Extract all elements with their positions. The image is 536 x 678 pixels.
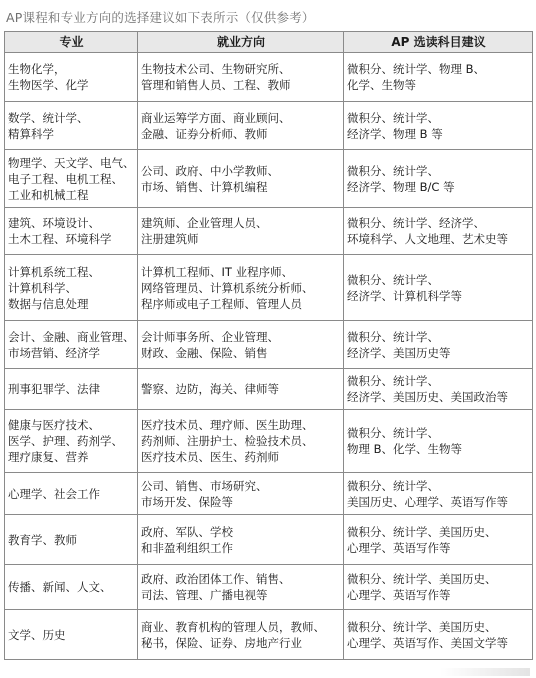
cell-text-line: 计算机科学、 bbox=[8, 280, 77, 295]
header-courses: AP 选读科目建议 bbox=[344, 32, 533, 53]
cell-text-line: 生物技术公司、生物研究所、 bbox=[141, 62, 291, 76]
cell-text-line: 经济学、美国历史、美国政治等 bbox=[347, 390, 508, 404]
cell-text-line: 微积分、统计学、美国历史、 bbox=[347, 619, 497, 634]
cell-text-line: 心理学、英语写作等 bbox=[347, 540, 451, 555]
table-row bbox=[5, 369, 533, 410]
table-row bbox=[5, 208, 533, 255]
cell-text-line: 微积分、统计学、经济学、 bbox=[347, 216, 485, 230]
cell-text-line: 司法、管理、广播电视等 bbox=[141, 588, 268, 602]
cell-text-line: 经济学、美国历史等 bbox=[347, 345, 451, 360]
cell-text-line: 电子工程、电机工程、 bbox=[8, 171, 123, 186]
major-cell bbox=[5, 321, 138, 369]
cell-text-line: 经济学、物理 B 等 bbox=[347, 126, 443, 141]
courses-cell bbox=[344, 473, 533, 515]
career-cell bbox=[138, 321, 344, 369]
table-row bbox=[5, 410, 533, 473]
cell-text-line: 微积分、统计学、 bbox=[347, 374, 439, 388]
watermark-fade bbox=[440, 668, 530, 676]
cell-text-line: 生物医学、化学 bbox=[8, 78, 89, 92]
career-cell bbox=[138, 565, 344, 610]
cell-text-line: 市场开发、保险等 bbox=[141, 494, 233, 509]
cell-text-line: 微积分、统计学、物理 B、 bbox=[347, 62, 486, 76]
cell-text-line: 政府、军队、学校 bbox=[141, 524, 233, 539]
courses-cell bbox=[344, 410, 533, 473]
cell-text-line: 注册建筑师 bbox=[141, 232, 199, 246]
courses-cell bbox=[344, 53, 533, 102]
major-cell bbox=[5, 150, 138, 208]
cell-text-line: 市场营销、经济学 bbox=[8, 345, 100, 360]
cell-text-line: 网络管理员、计算机系统分析师、 bbox=[141, 280, 314, 295]
cell-text-line: 美国历史、心理学、英语写作等 bbox=[347, 494, 508, 509]
major-cell bbox=[5, 565, 138, 610]
cell-text-line: 政府、政治团体工作、销售、 bbox=[141, 572, 291, 586]
cell-text-line: 微积分、统计学、 bbox=[347, 478, 439, 493]
table-row bbox=[5, 53, 533, 102]
courses-cell bbox=[344, 102, 533, 150]
cell-text-line: 精算科学 bbox=[8, 126, 54, 141]
cell-text-line: 商业运筹学方面、商业顾问、 bbox=[141, 110, 291, 125]
cell-text-line: 医疗技术员、理疗师、医生助理、 bbox=[141, 418, 314, 432]
cell-text-line: 工业和机械工程 bbox=[8, 187, 89, 202]
cell-text-line: 心理学、英语写作、美国文学等 bbox=[347, 635, 508, 650]
cell-text-line: 经济学、计算机科学等 bbox=[347, 288, 462, 303]
cell-text-line: 物理 B、化学、生物等 bbox=[347, 442, 463, 456]
cell-text-line: 文学、历史 bbox=[8, 627, 66, 642]
courses-cell bbox=[344, 208, 533, 255]
cell-text-line: 商业、教育机构的管理人员，教师、 bbox=[141, 619, 325, 634]
cell-text-line: 物理学、天文学、电气、 bbox=[8, 155, 135, 170]
career-cell bbox=[138, 610, 344, 660]
major-cell bbox=[5, 473, 138, 515]
header-career: 就业方向 bbox=[138, 32, 344, 53]
cell-text-line: 经济学、物理 B/C 等 bbox=[347, 179, 455, 194]
table-row bbox=[5, 515, 533, 565]
cell-text-line: 市场、销售、计算机编程 bbox=[141, 179, 268, 194]
career-cell bbox=[138, 150, 344, 208]
cell-text-line: 和非盈利组织工作 bbox=[141, 540, 233, 555]
cell-text-line: 公司、政府、中小学教师、 bbox=[141, 163, 279, 178]
career-cell bbox=[138, 53, 344, 102]
cell-text-line: 微积分、统计学、美国历史、 bbox=[347, 572, 497, 586]
header-major: 专业 bbox=[5, 32, 138, 53]
cell-text-line: 微积分、统计学、 bbox=[347, 426, 439, 440]
cell-text-line: 心理学、社会工作 bbox=[8, 486, 100, 501]
career-cell bbox=[138, 255, 344, 321]
major-cell bbox=[5, 208, 138, 255]
cell-text-line: 公司、销售、市场研究、 bbox=[141, 478, 268, 493]
courses-cell bbox=[344, 369, 533, 410]
major-cell bbox=[5, 255, 138, 321]
cell-text-line: 计算机工程师、IT 业程序师、 bbox=[141, 264, 294, 279]
major-cell bbox=[5, 53, 138, 102]
courses-cell bbox=[344, 565, 533, 610]
table-caption: AP课程和专业方向的选择建议如下表所示（仅供参考） bbox=[6, 10, 315, 25]
cell-text-line: 会计、金融、商业管理、 bbox=[8, 329, 135, 344]
cell-text-line: 医疗技术员、医生、药剂师 bbox=[141, 450, 279, 464]
ap-course-table bbox=[4, 31, 533, 660]
cell-text-line: 药剂师、注册护士、检验技术员、 bbox=[141, 434, 314, 448]
major-cell bbox=[5, 102, 138, 150]
courses-cell bbox=[344, 515, 533, 565]
table-row bbox=[5, 102, 533, 150]
cell-text-line: 会计师事务所、企业管理、 bbox=[141, 329, 279, 344]
cell-text-line: 建筑师、企业管理人员、 bbox=[141, 216, 268, 230]
cell-text-line: 数学、统计学、 bbox=[8, 110, 89, 125]
cell-text-line: 心理学、英语写作等 bbox=[347, 588, 451, 602]
major-cell bbox=[5, 410, 138, 473]
cell-text-line: 数据与信息处理 bbox=[8, 296, 89, 311]
major-cell bbox=[5, 515, 138, 565]
career-cell bbox=[138, 369, 344, 410]
cell-text-line: 微积分、统计学、 bbox=[347, 329, 439, 344]
cell-text-line: 传播、新闻、人文、 bbox=[8, 580, 112, 594]
cell-text-line: 土木工程、环境科学 bbox=[8, 232, 112, 246]
table-row bbox=[5, 565, 533, 610]
career-cell bbox=[138, 208, 344, 255]
cell-text-line: 环境科学、人文地理、艺术史等 bbox=[347, 232, 508, 246]
major-cell bbox=[5, 610, 138, 660]
cell-text-line: 管理和销售人员、工程、教师 bbox=[141, 78, 291, 92]
major-cell bbox=[5, 369, 138, 410]
cell-text-line: 化学、生物等 bbox=[347, 78, 416, 92]
table-row bbox=[5, 255, 533, 321]
career-cell bbox=[138, 473, 344, 515]
cell-text-line: 微积分、统计学、 bbox=[347, 110, 439, 125]
cell-text-line: 金融、证券分析师、教师 bbox=[141, 126, 268, 141]
cell-text-line: 微积分、统计学、美国历史、 bbox=[347, 524, 497, 539]
cell-text-line: 计算机系统工程、 bbox=[8, 264, 100, 279]
career-cell bbox=[138, 410, 344, 473]
cell-text-line: 生物化学， bbox=[8, 62, 66, 76]
table-row bbox=[5, 150, 533, 208]
cell-text-line: 健康与医疗技术、 bbox=[8, 418, 100, 432]
table-row bbox=[5, 473, 533, 515]
cell-text-line: 财政、金融、保险、销售 bbox=[141, 345, 268, 360]
courses-cell bbox=[344, 150, 533, 208]
table-row bbox=[5, 321, 533, 369]
courses-cell bbox=[344, 610, 533, 660]
courses-cell bbox=[344, 255, 533, 321]
cell-text-line: 微积分、统计学、 bbox=[347, 272, 439, 287]
cell-text-line: 医学、护理、药剂学、 bbox=[8, 434, 123, 448]
career-cell bbox=[138, 515, 344, 565]
cell-text-line: 理疗康复、营养 bbox=[8, 450, 89, 464]
courses-cell bbox=[344, 321, 533, 369]
career-cell bbox=[138, 102, 344, 150]
cell-text-line: 教育学、教师 bbox=[8, 532, 77, 547]
cell-text-line: 刑事犯罪学、法律 bbox=[8, 382, 100, 396]
header-row bbox=[5, 32, 533, 53]
cell-text-line: 微积分、统计学、 bbox=[347, 163, 439, 178]
cell-text-line: 程序师或电子工程师、管理人员 bbox=[141, 296, 302, 311]
table-row bbox=[5, 610, 533, 660]
cell-text-line: 秘书，保险、证券、房地产行业 bbox=[141, 635, 302, 650]
cell-text-line: 建筑、环境设计、 bbox=[8, 216, 100, 230]
cell-text-line: 警察、边防，海关、律师等 bbox=[141, 382, 279, 396]
